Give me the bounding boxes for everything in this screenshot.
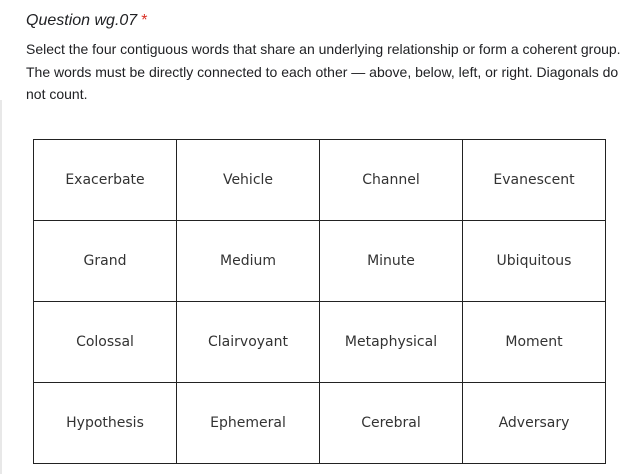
- grid-row-1: [34, 140, 606, 221]
- grid-cell: Colossal: [34, 302, 177, 383]
- grid-cell: Moment: [463, 302, 606, 383]
- grid-row-2: [34, 221, 606, 302]
- grid-cell: Hypothesis: [34, 383, 177, 464]
- grid-row-4: [34, 383, 606, 464]
- card-left-border: [0, 100, 2, 474]
- grid-cell: Grand: [34, 221, 177, 302]
- required-marker: *: [141, 12, 148, 29]
- grid-cell: Clairvoyant: [177, 302, 320, 383]
- grid-cell: Ubiquitous: [463, 221, 606, 302]
- grid-cell: Medium: [177, 221, 320, 302]
- grid-cell: Adversary: [463, 383, 606, 464]
- question-title-text: Question wg.07: [26, 12, 138, 29]
- grid-cell: Channel: [320, 140, 463, 221]
- grid-cell: Minute: [320, 221, 463, 302]
- grid-cell: Cerebral: [320, 383, 463, 464]
- grid-row-3: [34, 302, 606, 383]
- grid-cell: Vehicle: [177, 140, 320, 221]
- grid-cell: Ephemeral: [177, 383, 320, 464]
- grid-cell: Evanescent: [463, 140, 606, 221]
- word-grid: [33, 139, 606, 464]
- question-description: Select the four contiguous words that share an underlying relationship or form a coherent group. The words must be directly connected to each other — above, below, left, or right. Diagonals do not count.: [26, 41, 621, 102]
- grid-cell: Metaphysical: [320, 302, 463, 383]
- word-grid-image: [33, 139, 606, 461]
- question-title: [26, 10, 147, 32]
- grid-cell: Exacerbate: [34, 140, 177, 221]
